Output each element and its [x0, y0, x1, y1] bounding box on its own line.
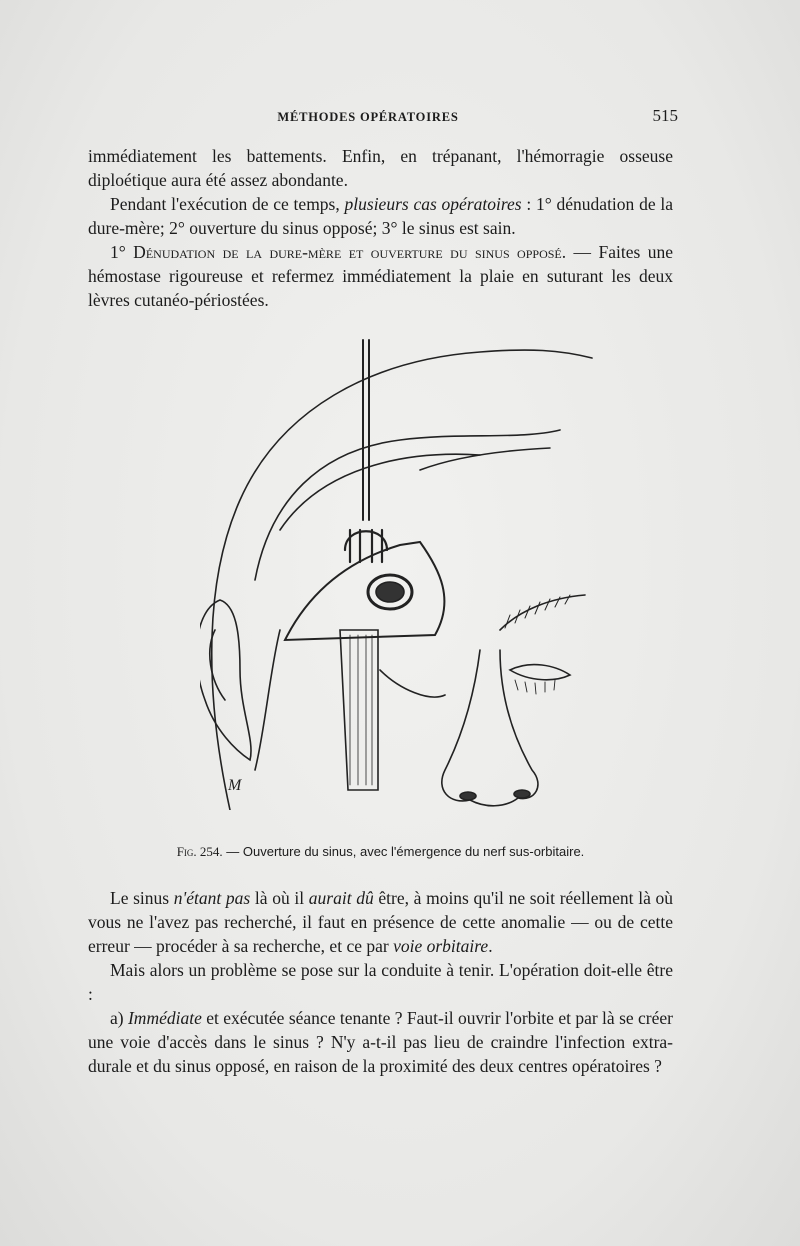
figure-caption-text: — Ouverture du sinus, avec l'émergence du nerf sus-orbitaire. [222, 844, 585, 859]
running-title: MÉTHODES OPÉRATOIRES [277, 110, 459, 124]
paragraph-3 [88, 240, 673, 312]
page-number: 515 [652, 106, 678, 125]
figure-caption [88, 844, 673, 860]
paragraph-2-text-b: : 1° dénudation de la dure-mère; 2° ouverture du sinus opposé; 3° le sinus est sain. [88, 194, 673, 238]
paragraph-4-emphasis-1: n'étant pas [173, 888, 251, 908]
paragraph-5: Mais alors un problème se pose sur la conduite à tenir. L'opération doit-elle être : [88, 960, 673, 1004]
paragraph-2-text-a: Pendant l'exécution de ce temps, [110, 194, 345, 214]
paragraph-4-emphasis-3: voie orbitaire [393, 936, 489, 956]
running-head [88, 106, 678, 130]
top-text-block [88, 144, 673, 312]
paragraph-4-text-a: Le sinus [110, 888, 174, 908]
paragraph-6 [88, 1006, 673, 1078]
section-heading: 1° Dénudation de la dure-mère et ouverture du sinus opposé. [110, 242, 567, 262]
left-eyelid [380, 670, 445, 697]
ear [200, 600, 251, 760]
paragraph-4-emphasis-2: aurait dû [308, 888, 374, 908]
paragraph-4-text-c: être, à moins qu'il ne soit réellement là où vous ne l'avez pas recherché, il faut en présence de cette anomalie — ou de cette erreur — procéder à sa recherche, et ce par [88, 888, 673, 956]
bottom-text-block [88, 886, 673, 1078]
paragraph-1: immédiatement les battements. Enfin, en trépanant, l'hémorragie osseuse diploétique aura été assez abondante. [88, 146, 673, 190]
artist-signature: M [228, 777, 242, 794]
paragraph-4 [88, 886, 673, 958]
head-outline [212, 350, 592, 810]
paragraph-2 [88, 192, 673, 240]
figure-label: Fig. 254. [176, 844, 223, 859]
nose [442, 650, 538, 806]
hair-line-3 [420, 448, 550, 470]
paragraph-6-marker: a) [110, 1008, 128, 1028]
paragraph-3-text: — Faites une hémostase rigoureuse et refermez immédiatement la plaie en suturant les deux lèvres cutanéo-périostées. [88, 242, 673, 310]
paragraph-4-text-d: . [488, 936, 493, 956]
retractor-handle [363, 340, 369, 520]
paragraph-4-text-b: là où il [250, 888, 309, 908]
paragraph-6-text: et exécutée séance tenante ? Faut-il ouvrir l'orbite et par là se créer une voie d'accès dans le sinus ? N'y a-t-il pas lieu de craindre l'infection extra-durale et du sinus opposé, en raison de la proximité des deux centres opératoires ? [88, 1008, 673, 1076]
retractor-fork [345, 530, 387, 562]
surgical-illustration [200, 330, 600, 810]
paragraph-6-emphasis: Immédiate [127, 1008, 202, 1028]
illustration-drawing [200, 330, 600, 810]
eyebrow [500, 595, 585, 630]
paragraph-2-emphasis: plusieurs cas opératoires [344, 194, 522, 214]
eye [510, 665, 570, 680]
face-outline [255, 630, 280, 770]
hair-line-2 [280, 454, 480, 530]
skin-flap [285, 542, 444, 640]
